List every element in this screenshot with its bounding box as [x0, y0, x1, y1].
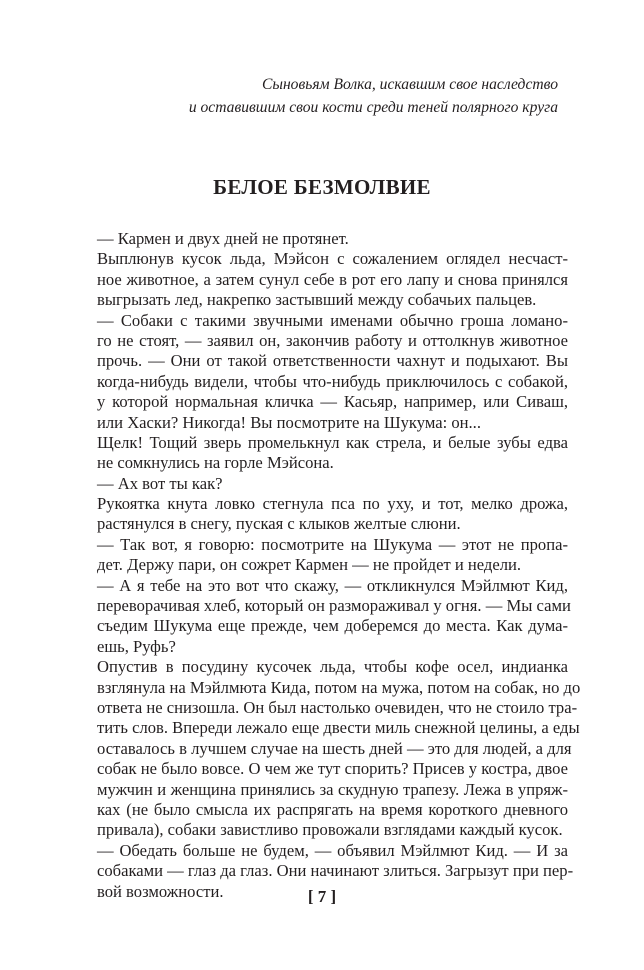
- epigraph-line-2: и оставившим свои кости среди теней полярного круга: [188, 99, 558, 116]
- text-line: не сомкнулись на горле Мэйсона.: [97, 453, 334, 473]
- text-line: тить слов. Впереди лежало еще двести миль снежной целины, а еды: [97, 718, 580, 738]
- text-line: ешь, Руфь?: [97, 636, 176, 656]
- text-line: взглянула на Мэйлмюта Кида, потом на мужа, потом на собак, но до: [97, 677, 581, 697]
- epigraph: [98, 73, 558, 119]
- text-line: прочь. — Они от такой ответственности чахнут и подыхают. Вы: [97, 351, 568, 371]
- text-line: Рукоятка кнута ловко стегнула пса по уху, и тот, мелко дрожа,: [97, 494, 568, 514]
- text-line: съедим Шукума еще прежде, чем доберемся до места. Как дума-: [97, 616, 568, 636]
- epigraph-line-1: Сыновьям Волка, искавшим свое наследство: [261, 76, 558, 93]
- text-line: привала), собаки завистливо провожали взглядами каждый кусок.: [97, 820, 563, 840]
- text-line: вой возможности.: [97, 881, 224, 901]
- text-line: Щелк! Тощий зверь промелькнул как стрела, и белые зубы едва: [97, 432, 568, 452]
- text-line: переворачивая хлеб, который он размораживал у огня. — Мы сами: [97, 596, 571, 616]
- text-line: когда-нибудь видели, чтобы что-нибудь приключилось с собакой,: [97, 371, 568, 391]
- text-line: дет. Держу пари, он сожрет Кармен — не пройдет и недели.: [97, 555, 522, 575]
- text-line: — Собаки с такими звучными именами обычно гроша ломано-: [97, 310, 568, 330]
- page-number: [ 7 ]: [307, 887, 337, 906]
- text-line: ответа не снизошла. Он был настолько очевиден, что не стоило тра-: [97, 697, 578, 717]
- chapter-title: БЕЛОЕ БЕЗМОЛВИЕ: [213, 175, 431, 199]
- text-line: го не стоят, — заявил он, закончив работу и оттолкнув животное: [97, 330, 568, 350]
- text-line: собаками — глаз да глаз. Они начинают злиться. Загрызут при пер-: [97, 861, 574, 881]
- text-line: — А я тебе на это вот что скажу, — откликнулся Мэйлмют Кид,: [97, 575, 568, 595]
- text-line: оставалось в лучшем случае на шесть дней — это для людей, а для: [97, 738, 572, 758]
- text-line: или Хаски? Никогда! Вы посмотрите на Шукума: он...: [97, 412, 481, 432]
- text-line: — Так вот, я говорю: посмотрите на Шукума — этот не пропа-: [97, 534, 568, 554]
- text-line: собак не было вовсе. О чем же тут спорить? Присев у костра, двое: [97, 759, 568, 779]
- text-line: ках (не было смысла их распрягать на время короткого дневного: [97, 799, 568, 819]
- text-line: ное животное, а затем сунул себе в рот его лапу и снова принялся: [97, 269, 568, 289]
- text-line: растянулся в снегу, пуская с клыков желтые слюни.: [97, 514, 461, 534]
- text-line: — Обедать больше не будем, — объявил Мэйлмют Кид. — И за: [97, 840, 568, 860]
- text-line: — Ах вот ты как?: [97, 473, 223, 493]
- text-line: выгрызать лед, накрепко застывший между собачьих пальцев.: [97, 290, 537, 310]
- body-text: [97, 229, 581, 902]
- text-line: у которой нормальная кличка — Касьяр, например, или Сиваш,: [97, 392, 568, 412]
- text-line: Опустив в посудину кусочек льда, чтобы кофе осел, индианка: [97, 657, 568, 677]
- text-line: Выплюнув кусок льда, Мэйсон с сожалением оглядел несчаст-: [97, 249, 568, 269]
- text-line: — Кармен и двух дней не протянет.: [97, 229, 349, 248]
- text-line: мужчин и женщина принялись за скудную трапезу. Лежа в упряж-: [97, 779, 568, 799]
